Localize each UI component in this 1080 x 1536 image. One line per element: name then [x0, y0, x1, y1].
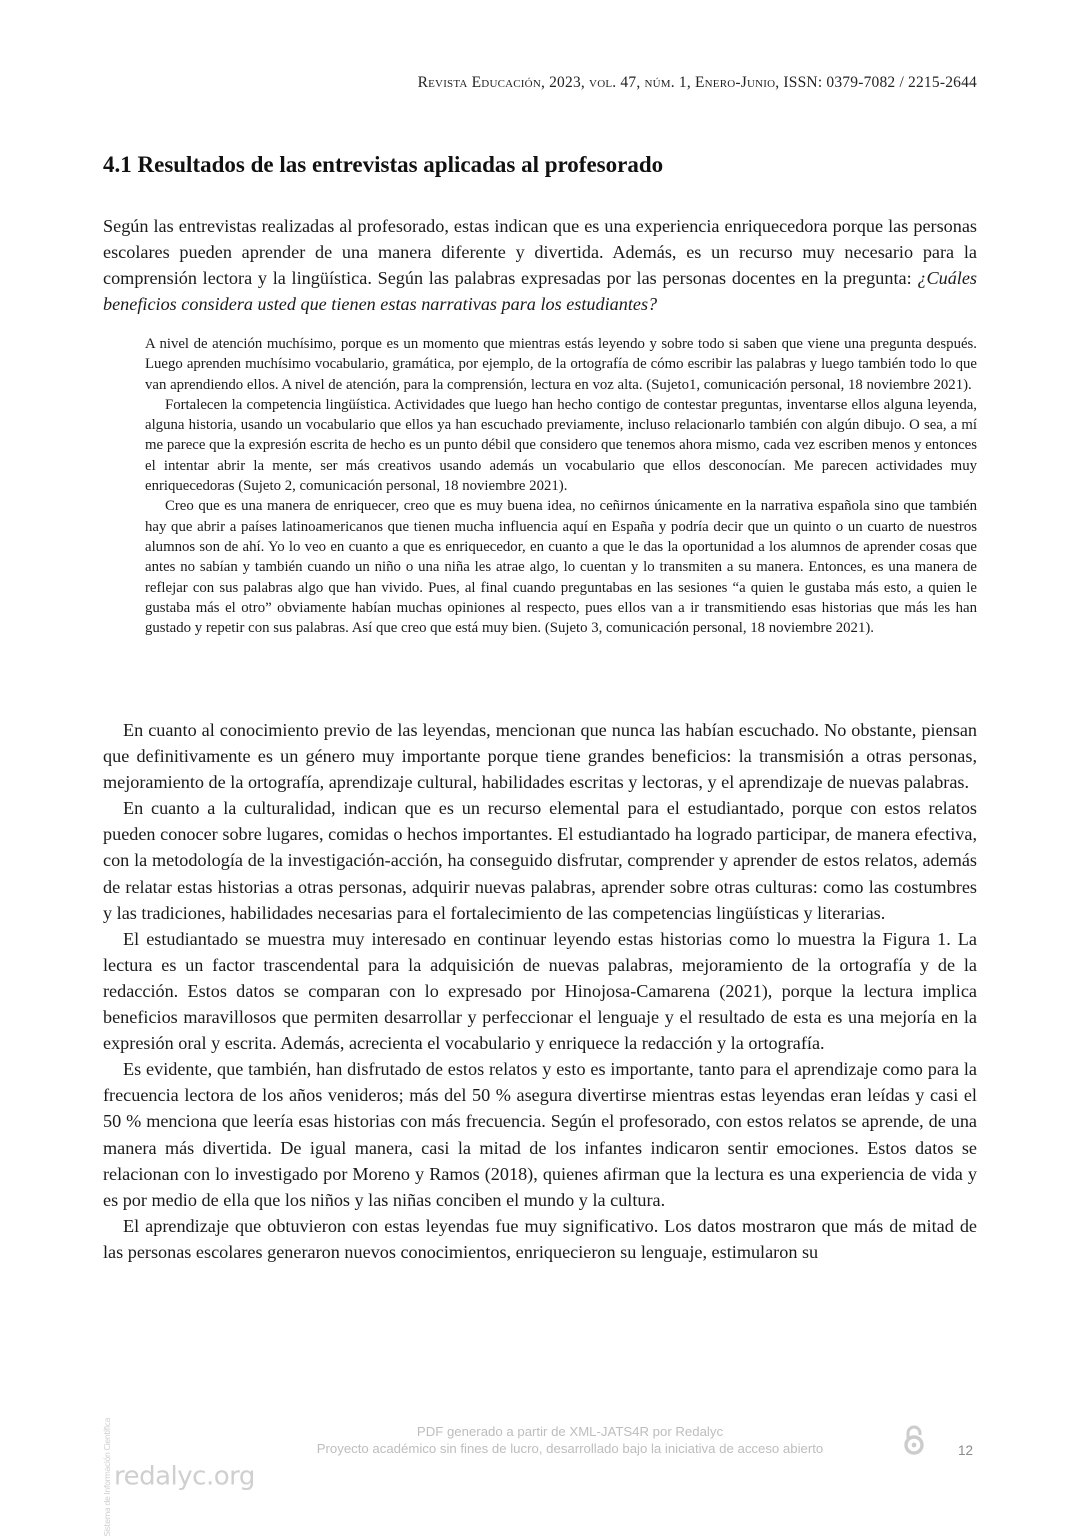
section-title: 4.1 Resultados de las entrevistas aplicadas al profesorado: [103, 152, 664, 177]
quote-sujeto-3: Creo que es una manera de enriquecer, creo que es muy buena idea, no ceñirnos únicamente en la narrativa española sino que también hay que abrir a países latinoamericanos que tienen mucha influencia aquí en España y podría decir que un quinto o un cuarto de nuestros alumnos son de ahí. Yo lo veo en cuanto a que es enriquecedor, en cuanto a que le das la oportunidad a los alumnos de aprender cosas que antes no sabían y también cuando un niño o una niña les atrae algo, lo cuentan y lo transmiten a su manera. Entonces, es una manera de reflejar con sus palabras algo que han vivido. Pues, al final cuando preguntabas en las sesiones “a quien le gustaba más esto, a quien le gustaba más el otro” obviamente habían muchas opiniones al respecto, pues ellos van a ir transmitiendo esas historias que más les han gustado y repetir con sus palabras. Así que creo que está muy bien. (Sujeto 3, comunicación personal, 18 noviembre 2021).: [145, 498, 977, 637]
redalyc-logo-prefix: Sistema de Información Científica: [103, 1418, 112, 1536]
intro-text: Según las entrevistas realizadas al profesorado, estas indican que es una experiencia enriquecedora porque las personas escolares pueden aprender de una manera diferente y divertida. Además, es un recurso muy necesario para la comprensión lectora y la lingüística. Según las palabras expresadas por las personas docentes en la pregunta:: [103, 216, 977, 289]
paragraph-aprendizaje: El aprendizaje que obtuvieron con estas leyendas fue muy significativo. Los datos mostraron que más de mitad de las personas escolares generaron nuevos conocimientos, enriquecieron su lenguaje, estimularon su: [103, 1215, 977, 1262]
paragraph-culturalidad: En cuanto a la culturalidad, indican que es un recurso elemental para el estudiantado, porque con estos relatos pueden conocer sobre lugares, comidas o hechos importantes. El estudiantado ha logrado participar, de manera efectiva, con la metodología de la investigación-acción, ha conseguido disfrutar, comprender y aprender de estos relatos, además de relatar estas historias a otras personas, adquirir nuevas palabras, aprender sobre otras culturas: como las costumbres y las tradiciones, habilidades necesarias para el fortalecimiento de las competencias lingüísticas y literarias.: [103, 798, 977, 923]
footer-notice: [270, 1423, 870, 1457]
footer-line-1: PDF generado a partir de XML-JATS4R por Redalyc: [416, 1424, 724, 1439]
block-quotes: [145, 334, 977, 638]
quote-sujeto-1: A nivel de atención muchísimo, porque es un momento que mientras estás leyendo y sobre todo si saben que viene una pregunta después. Luego aprenden muchísimo vocabulario, gramática, por ejemplo, de la ortografía de cómo escribir las palabras y luego también todo lo que van aprendiendo ellos. A nivel de atención, para la comprensión, lectura en voz alta. (Sujeto1, comunicación personal, 18 noviembre 2021).: [145, 336, 977, 393]
redalyc-logo-text: redalyc.org: [114, 1461, 255, 1492]
footer-line-2: Proyecto académico sin fines de lucro, desarrollado bajo la iniciativa de acceso abierto: [316, 1441, 824, 1456]
interview-question: ¿Cuáles beneficios considera usted que tienen estas narrativas para los estudiantes?: [103, 268, 977, 315]
paragraph-interes-lectura: El estudiantado se muestra muy interesado en continuar leyendo estas historias como lo muestra la Figura 1. La lectura es un factor trascendental para la adquisición de nuevas palabras, mejoramiento de la ortografía y de la redacción. Estos datos se comparan con lo expresado por Hinojosa-Camarena (2021), porque la lectura implica beneficios maravillosos que permiten desarrollar y perfeccionar el lenguaje y el resultado de esta es una mejoría en la expresión oral y escrita. Además, acrecienta el vocabulario y enriquece la redacción y la ortografía.: [103, 928, 977, 1054]
discussion-section: [103, 717, 977, 1265]
intro-paragraph: [103, 213, 977, 317]
page-number: 12: [958, 1443, 974, 1458]
open-access-icon: [903, 1424, 925, 1456]
paragraph-conocimiento-previo: En cuanto al conocimiento previo de las leyendas, mencionan que nunca las habían escuchado. No obstante, piensan que definitivamente es un género muy importante porque tiene grandes beneficios: la transmisión a otras personas, mejoramiento de la ortografía, aprendizaje cultural, habilidades escritas y lectoras, y el aprendizaje de nuevas palabras.: [103, 720, 977, 793]
quote-sujeto-2: Fortalecen la competencia lingüística. Actividades que luego han hecho contigo de contestar preguntas, inventarse ellos alguna leyenda, alguna historia, usando un vocabulario que ellos ya han escuchado previamente, incluso relacionarlo también con algún dibujo. O sea, a mí me parece que la expresión escrita de hecho es un punto débil que considero que tenemos ahora mismo, cada vez escriben menos y entonces el intentar abrir la mente, ser más creativos usando además un vocabulario que ellos desconocían. Me parecen actividades muy enriquecedoras (Sujeto 2, comunicación personal, 18 noviembre 2021).: [145, 396, 977, 495]
paragraph-disfrute: Es evidente, que también, han disfrutado de estos relatos y esto es importante, tanto para el aprendizaje como para la frecuencia lectora de los años venideros; más del 50 % asegura divertirse mientras estas leyendas eran leídas y casi el 50 % menciona que leería esas historias con más frecuencia. Según el profesorado, con estos relatos se aprende, de una manera más divertida. De igual manera, casi la mitad de los infantes indicaron sentir emociones. Estos datos se relacionan con lo investigado por Moreno y Ramos (2018), quienes afirman que la lectura es una experiencia de vida y es por medio de ella que los niños y las niñas conciben el mundo y la cultura.: [103, 1059, 977, 1210]
running-header: Revista Educación, 2023, vol. 47, núm. 1, Enero-Junio, ISSN: 0379-7082 / 2215-2644: [417, 74, 977, 91]
redalyc-logo[interactable]: [103, 1418, 273, 1536]
